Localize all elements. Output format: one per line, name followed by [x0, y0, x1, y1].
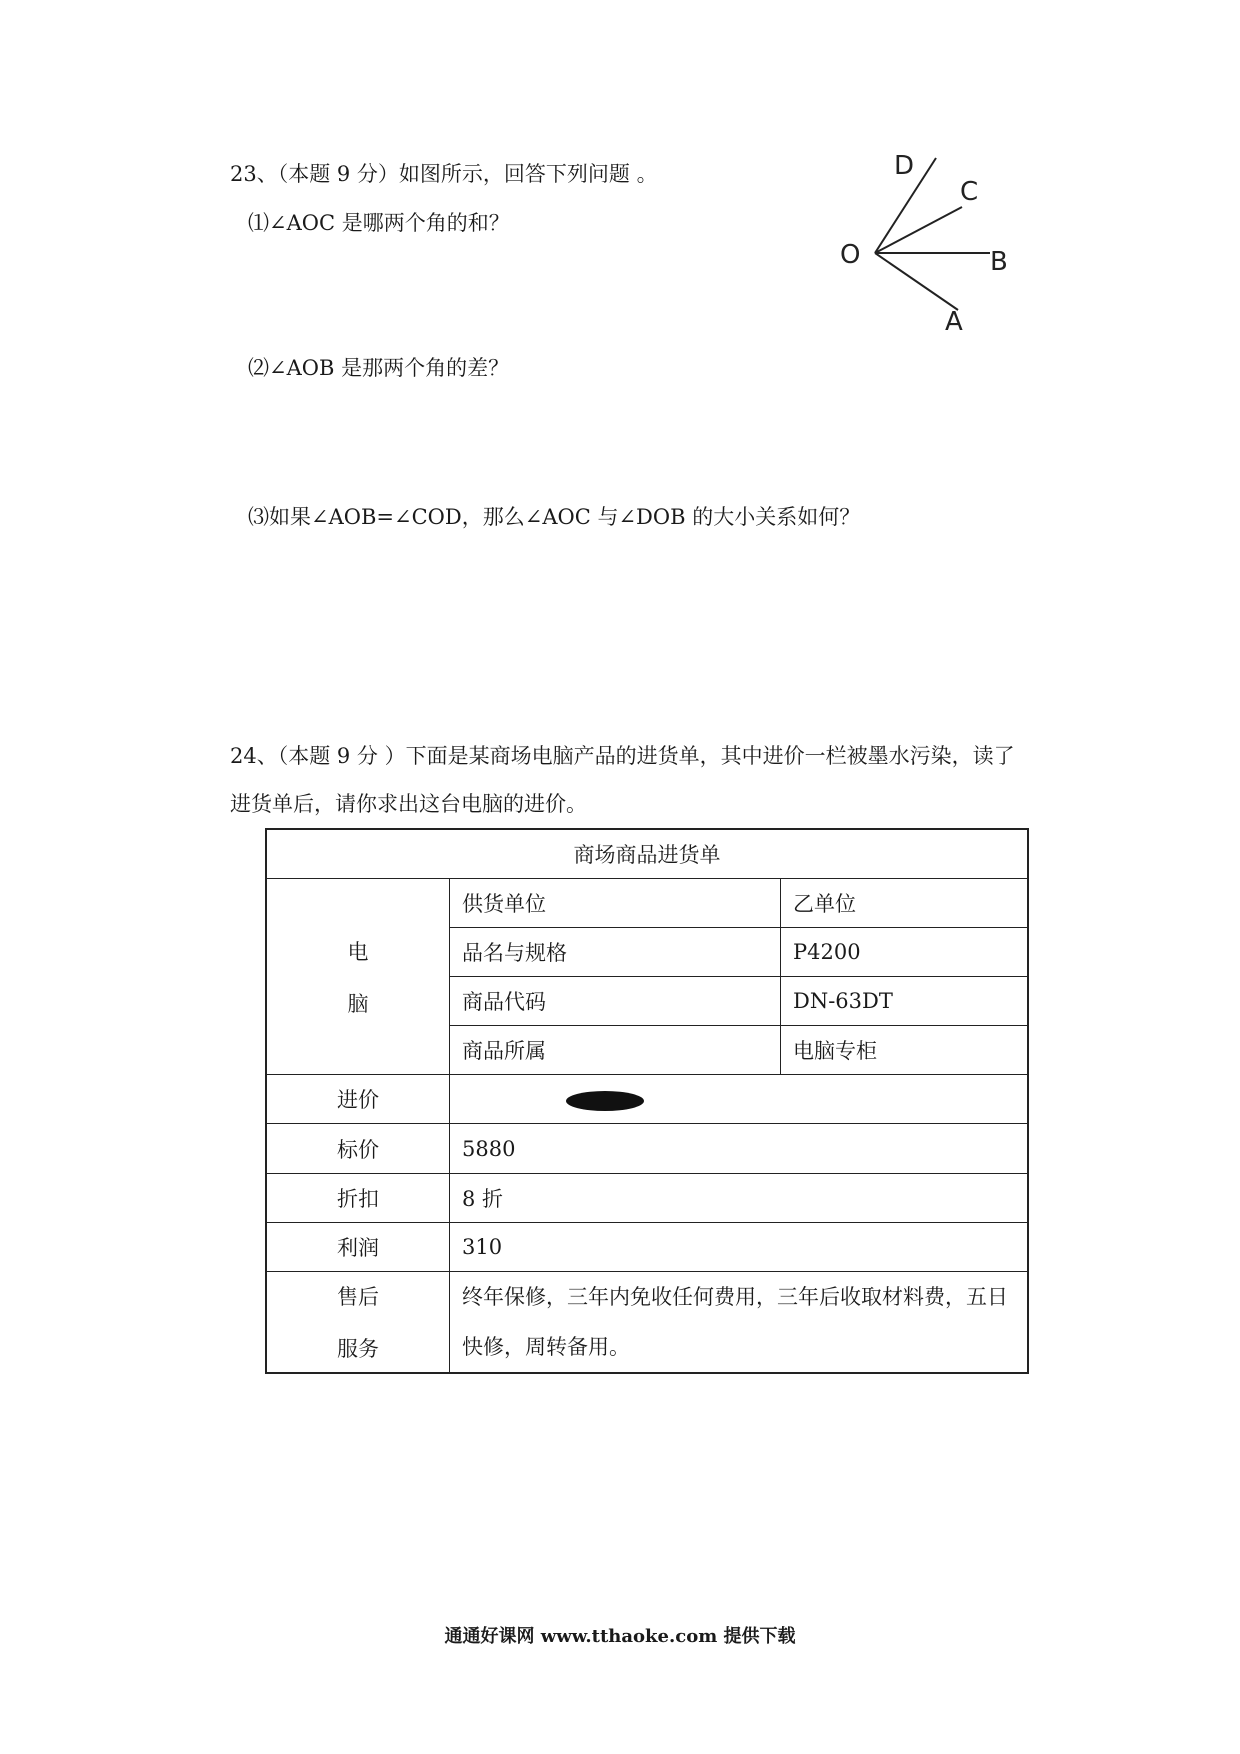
discount-label: 折扣 [266, 1173, 450, 1222]
service-text-line1: 终年保修，三年内免收任何费用，三年后收取材料费，五日 [462, 1284, 1008, 1309]
table-row [266, 1075, 1028, 1124]
q24-title-line2: 进货单后，请你求出这台电脑的进价。 [230, 792, 587, 816]
label-b: B [990, 247, 1008, 277]
label-d: D [894, 151, 915, 181]
label-o: O [840, 240, 861, 270]
label-a: A [945, 307, 963, 337]
list-price-value: 5880 [450, 1124, 1029, 1173]
list-price-label: 标价 [266, 1124, 450, 1173]
q23-part1: ⑴∠AOC 是哪两个角的和？ [248, 211, 510, 235]
field-product-spec: 品名与规格 [450, 928, 781, 977]
purchase-price-label: 进价 [266, 1075, 450, 1124]
q24-title-line1: 24、（本题 9 分 ）下面是某商场电脑产品的进货单，其中进价一栏被墨水污染，读了 [230, 744, 1015, 768]
ink-blot [566, 1091, 644, 1111]
field-product-code: 商品代码 [450, 977, 781, 1026]
field-category: 商品所属 [450, 1026, 781, 1075]
service-label-2: 服务 [337, 1336, 379, 1361]
service-label-1: 售后 [337, 1284, 379, 1309]
group-label-2: 脑 [347, 991, 369, 1016]
value-product-code: DN-63DT [781, 977, 1029, 1026]
table-row [266, 1173, 1028, 1222]
service-text-line2: 快修，周转备用。 [462, 1334, 630, 1359]
field-supplier: 供货单位 [450, 879, 781, 928]
value-supplier: 乙单位 [781, 879, 1029, 928]
purchase-price-value [450, 1075, 1029, 1124]
label-c: C [960, 177, 979, 207]
ray-oc [875, 207, 962, 253]
profit-label: 利润 [266, 1222, 450, 1271]
angle-diagram [830, 140, 1030, 340]
service-label [266, 1271, 450, 1373]
value-product-spec: P4200 [781, 928, 1029, 977]
table-row [266, 1271, 1028, 1373]
table-row [266, 1124, 1028, 1173]
invoice-header-row [266, 829, 1028, 879]
table-row [266, 1222, 1028, 1271]
invoice-table [265, 828, 1029, 1374]
table-row [266, 879, 1028, 928]
computer-group-label [266, 879, 450, 1075]
q23-title: 23、（本题 9 分）如图所示，回答下列问题 。 [230, 162, 658, 186]
profit-value: 310 [450, 1222, 1029, 1271]
q23-part2: ⑵∠AOB 是那两个角的差？ [248, 356, 510, 380]
discount-value: 8 折 [450, 1173, 1029, 1222]
ray-oa [875, 253, 958, 310]
service-value [450, 1271, 1029, 1373]
invoice-header: 商场商品进货单 [266, 829, 1028, 879]
q23-part3: ⑶如果∠AOB=∠COD，那么∠AOC 与∠DOB 的大小关系如何？ [248, 505, 861, 529]
value-category: 电脑专柜 [781, 1026, 1029, 1075]
footer-credit: 通通好课网 www.tthaoke.com 提供下载 [444, 1626, 796, 1647]
group-label-1: 电 [347, 939, 369, 964]
